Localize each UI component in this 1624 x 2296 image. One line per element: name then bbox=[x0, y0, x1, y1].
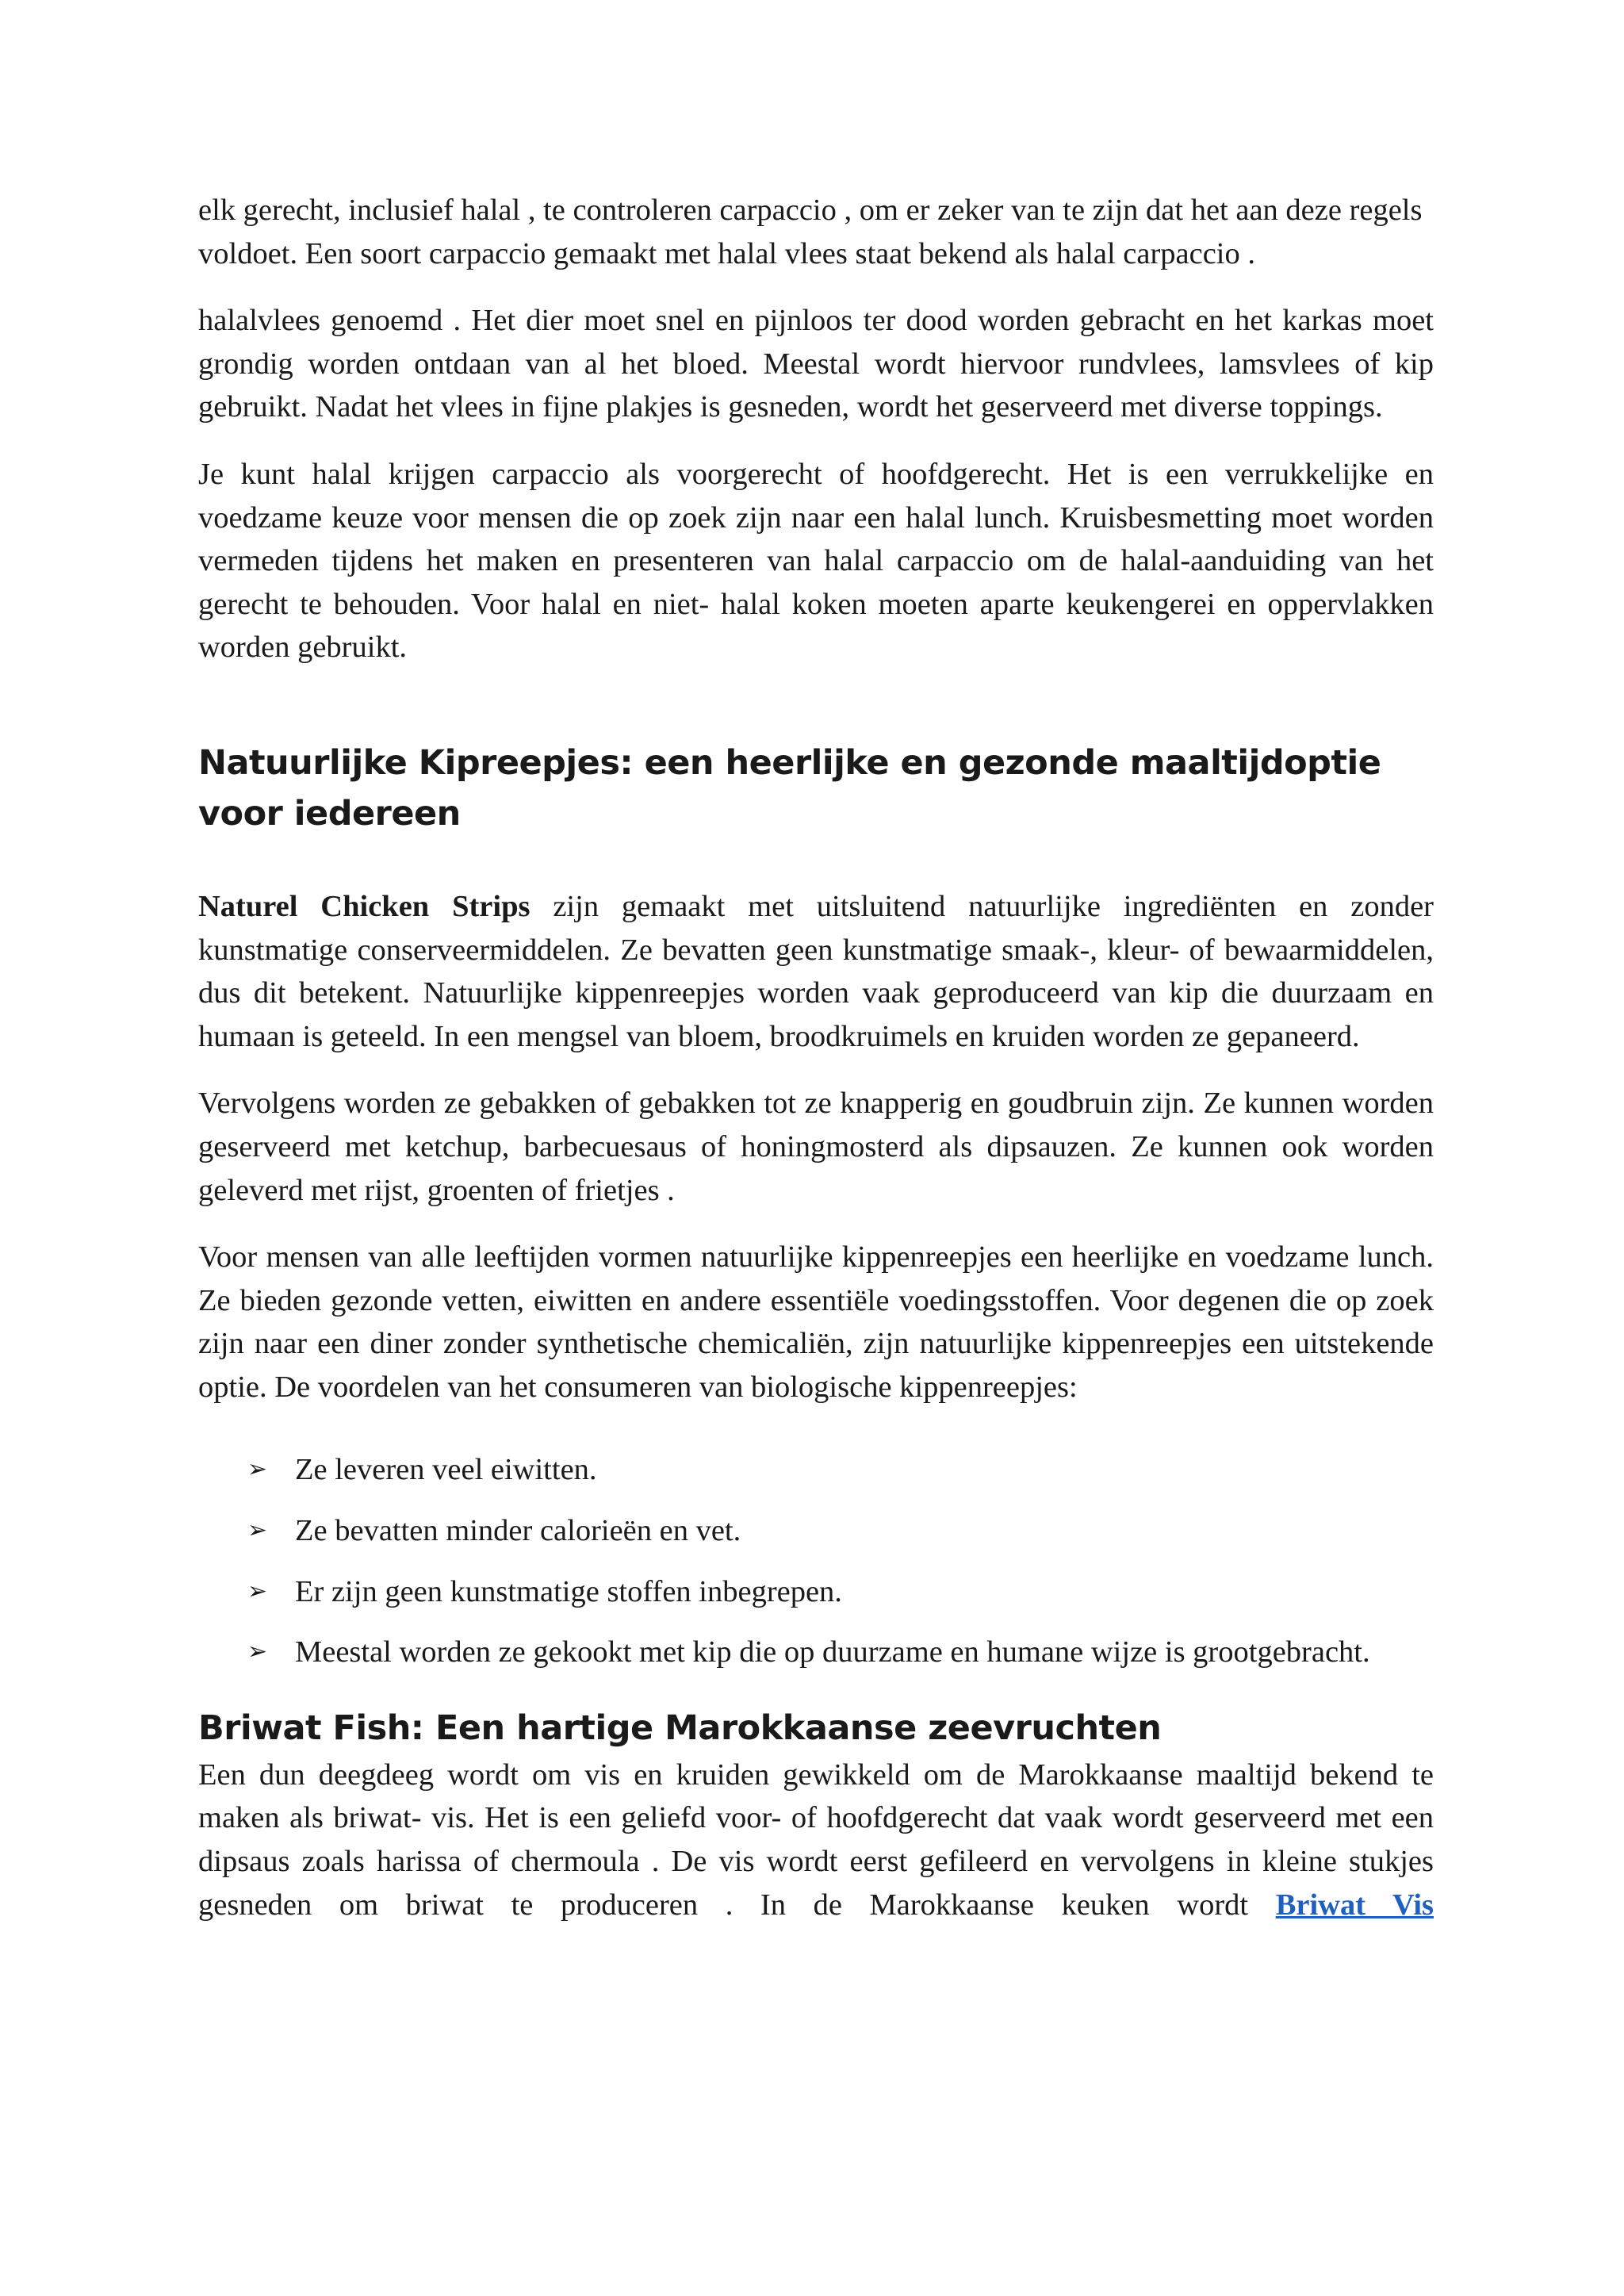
chicken-strips-text: zijn gemaakt met uitsluitend natuurlijke ingrediënten en zonder kunstmatige conserveermiddelen. Ze bevatten geen kunstmatige smaak-, kleur- of bewaarmiddelen, dus dit betekent. Natuurlijke kippenreepjes worden vaak geproduceerd van kip die duurzaam en humaan is geteeld. In een mengsel van bloem, broodkruimels en kruiden worden ze gepaneerd. bbox=[198, 889, 1434, 1053]
list-item-text: Ze leveren veel eiwitten. bbox=[295, 1453, 597, 1487]
arrow-bullet-icon: ➢ bbox=[247, 1516, 268, 1545]
paragraph-halalvlees: halalvlees genoemd . Het dier moet snel en pijnloos ter dood worden gebracht en het karkas moet grondig worden ontdaan van al het bloed. Meestal wordt hiervoor rundvlees, lamsvlees of kip gebruikt. Nadat het vlees in fijne plakjes is gesneden, wordt het geserveerd met diverse toppings. bbox=[198, 304, 1434, 424]
paragraph-chicken-strips bbox=[198, 885, 1434, 1058]
briwat-text: Een dun deegdeeg wordt om vis en kruiden gewikkeld om de Marokkaanse maaltijd bekend te maken als briwat- vis. Het is een geliefd voor- of hoofdgerecht dat vaak wordt geserveerd met een dipsaus zoals harissa of chermoula . De vis wordt eerst gefileerd en vervolgens in kleine stukjes gesneden om briwat te produceren . In de Marokkaanse keuken wordt bbox=[198, 1757, 1434, 1922]
list-item-text: Meestal worden ze gekookt met kip die op duurzame en humane wijze is grootgebracht. bbox=[295, 1635, 1370, 1669]
paragraph-voordelen: Voor mensen van alle leeftijden vormen natuurlijke kippenreepjes een heerlijke en voedzame lunch. Ze bieden gezonde vetten, eiwitten en andere essentiële voedingsstoffen. Voor degenen die op zoek zijn naar een diner zonder synthetische chemicaliën, zijn natuurlijke kippenreepjes een uitstekende optie. De voordelen van het consumeren van biologische kippenreepjes: bbox=[198, 1240, 1434, 1404]
document-page bbox=[198, 189, 1434, 1926]
arrow-bullet-icon: ➢ bbox=[247, 1638, 268, 1666]
paragraph-halal-carpaccio: Je kunt halal krijgen carpaccio als voorgerecht of hoofdgerecht. Het is een verrukkelijke en voedzame keuze voor mensen die op zoek zijn naar een halal lunch. Kruisbesmetting moet worden vermeden tijdens het maken en presenteren van halal carpaccio om de halal-aanduiding van het gerecht te behouden. Voor halal en niet- halal koken moeten aparte keukengerei en oppervlakken worden gebruikt. bbox=[198, 457, 1434, 665]
list-item bbox=[198, 1570, 1434, 1614]
arrow-bullet-icon: ➢ bbox=[247, 1577, 268, 1605]
benefits-list bbox=[198, 1448, 1434, 1673]
chicken-strips-strong: Naturel Chicken Strips bbox=[198, 889, 530, 923]
paragraph-carpaccio-intro: elk gerecht, inclusief halal , te controleren carpaccio , om er zeker van te zijn dat het aan deze regels voldoet. Een soort carpaccio gemaakt met halal vlees staat bekend als halal carpaccio . bbox=[198, 194, 1423, 270]
heading-briwat-fish: Briwat Fish: Een hartige Marokkaanse zeevruchten bbox=[198, 1708, 1162, 1748]
paragraph-briwat bbox=[198, 1754, 1434, 1926]
briwat-vis-link[interactable]: Briwat Vis bbox=[1275, 1888, 1434, 1922]
list-item-text: Er zijn geen kunstmatige stoffen inbegrepen. bbox=[295, 1574, 842, 1608]
heading-natuurlijke-kipreepjes: Natuurlijke Kipreepjes: een heerlijke en gezonde maaltijdoptie voor iedereen bbox=[198, 742, 1381, 834]
list-item bbox=[198, 1631, 1434, 1674]
arrow-bullet-icon: ➢ bbox=[247, 1455, 268, 1484]
paragraph-bakken: Vervolgens worden ze gebakken of gebakken tot ze knapperig en goudbruin zijn. Ze kunnen worden geserveerd met ketchup, barbecuesaus of honingmosterd als dipsauzen. Ze kunnen ook worden geleverd met rijst, groenten of frietjes . bbox=[198, 1087, 1434, 1207]
list-item bbox=[198, 1448, 1434, 1492]
list-item-text: Ze bevatten minder calorieën en vet. bbox=[295, 1514, 741, 1548]
list-item bbox=[198, 1509, 1434, 1553]
